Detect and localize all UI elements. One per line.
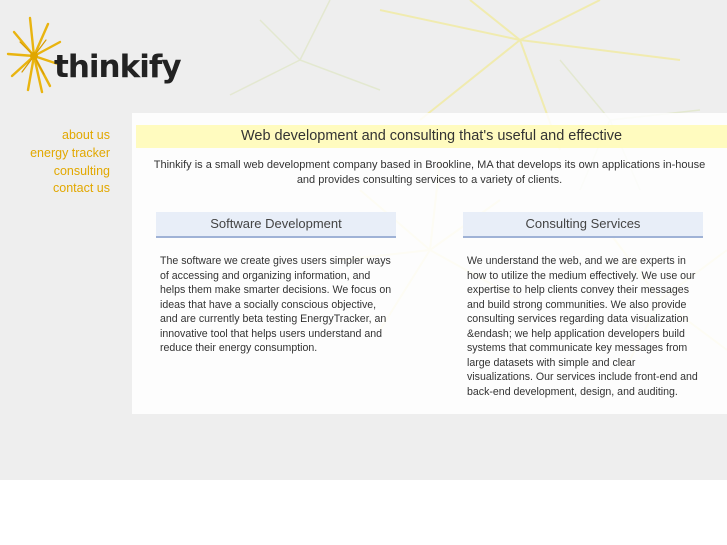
main-nav: [0, 127, 110, 198]
nav-consulting[interactable]: consulting: [53, 163, 110, 178]
nav-about-us[interactable]: about us: [62, 128, 110, 142]
nav-contact-us[interactable]: contact us: [53, 181, 110, 196]
software-development-heading: Software Development: [156, 212, 396, 238]
logo-wordmark: thinkify: [54, 49, 181, 85]
thinkify-logo[interactable]: [4, 14, 181, 96]
intro-text: Thinkify is a small web development company based in Brookline, MA that develops its own applications in-house and provides consulting services to a variety of clients.: [153, 159, 706, 186]
content-panel: [132, 113, 727, 414]
consulting-services-text: We understand the web, and we are experts in how to utilize the medium effectively. We use our expertise to help clients convey their messages and build strong communities. We also provide consulting services regarding data visualization &endash; we help application developers build systems that communicate key messages from large datasets with simple and clear visualizations. Our services include front-end and back-end development, design, and auditing.: [467, 255, 698, 398]
page-headline: Web development and consulting that's useful and effective: [136, 125, 727, 148]
nav-energy-tracker[interactable]: energy tracker: [30, 145, 110, 160]
software-development-text: The software we create gives users simpler ways of accessing and organizing information, and helps them make smarter decisions. We focus on ideas that have a socially conscious objective, and are currently beta testing EnergyTracker, an innovative tool that helps users understand and reduce their energy consumption.: [160, 255, 392, 354]
consulting-services-heading: Consulting Services: [463, 212, 703, 238]
